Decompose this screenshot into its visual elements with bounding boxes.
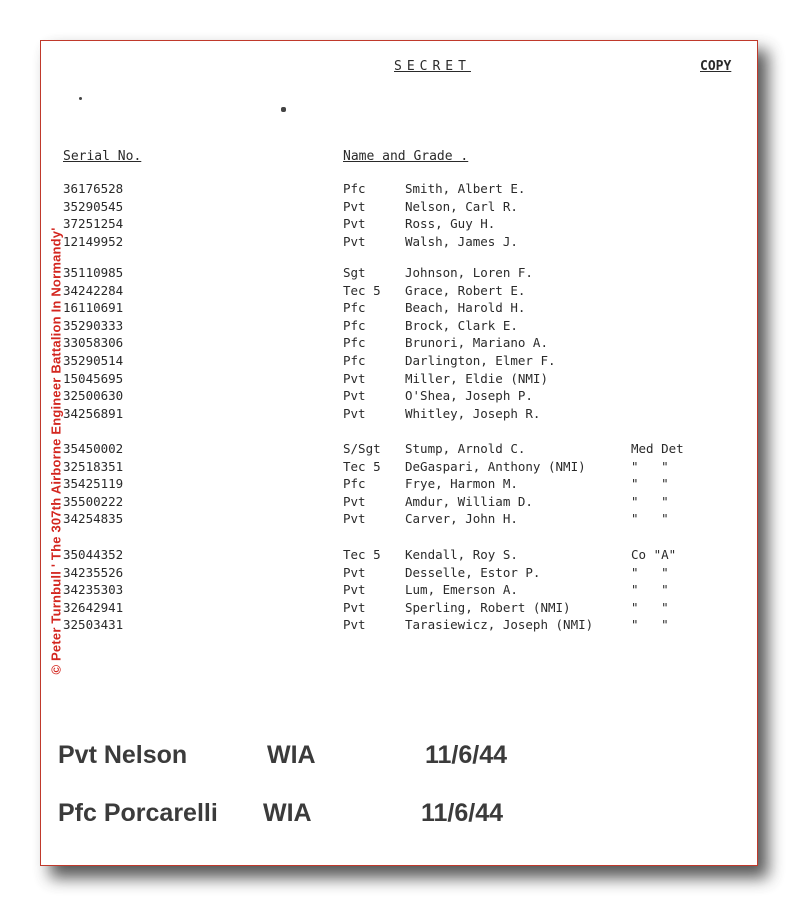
copy-mark: COPY — [700, 59, 732, 74]
grade: S/Sgt — [343, 441, 381, 456]
note-status: WIA — [263, 799, 312, 827]
grade: Pvt — [343, 511, 366, 527]
soldier-name: DeGaspari, Anthony (NMI) — [405, 458, 586, 474]
serial-number: 35290545 — [63, 198, 124, 214]
soldier-name: Whitley, Joseph R. — [405, 405, 541, 421]
serial-number: 34235303 — [63, 582, 124, 598]
soldier-name: Desselle, Estor P. — [405, 564, 541, 580]
note-date: 11/6/44 — [421, 799, 504, 827]
soldier-name: Sperling, Robert (NMI) — [405, 599, 571, 615]
serial-number: 33058306 — [63, 335, 124, 351]
grade: Pvt — [343, 370, 366, 386]
copyright-text: © Peter Turnbull ' The 307th Airborne Engineer Battalion In Normandy' — [48, 227, 64, 675]
grade: Pvt — [343, 493, 366, 509]
soldier-name: Beach, Harold H. — [405, 300, 526, 316]
grade: Pfc — [343, 317, 366, 333]
soldier-name: Smith, Albert E. — [405, 181, 526, 196]
serial-number: 36176528 — [63, 181, 124, 196]
grade: Pvt — [343, 233, 366, 249]
grade: Pvt — [343, 582, 366, 598]
grade: Pvt — [343, 198, 366, 214]
serial-number: 35110985 — [63, 265, 124, 280]
unit: " " — [631, 564, 669, 580]
grade: Pfc — [343, 300, 366, 316]
soldier-name: Carver, John H. — [405, 511, 518, 527]
copyright-sidebar — [43, 135, 69, 767]
grade: Pvt — [343, 388, 366, 404]
soldier-name: Nelson, Carl R. — [405, 198, 518, 214]
name-grade-header: Name and Grade . — [343, 149, 469, 164]
grade: Pfc — [343, 353, 366, 368]
serial-number: 32642941 — [63, 599, 124, 615]
note-status: WIA — [267, 741, 316, 769]
soldier-name: Walsh, James J. — [405, 233, 518, 249]
serial-number: 34256891 — [63, 405, 124, 421]
grade: Tec 5 — [343, 458, 381, 474]
serial-number: 34254835 — [63, 511, 124, 527]
unit: Med Det — [631, 441, 684, 456]
soldier-name: O'Shea, Joseph P. — [405, 388, 533, 404]
soldier-name: Stump, Arnold C. — [405, 441, 526, 456]
grade: Pvt — [343, 617, 366, 633]
soldier-name: Lum, Emerson A. — [405, 582, 518, 598]
soldier-name: Darlington, Elmer F. — [405, 353, 556, 368]
soldier-name: Johnson, Loren F. — [405, 265, 533, 280]
ink-speck — [281, 107, 286, 112]
soldier-name: Frye, Harmon M. — [405, 476, 518, 492]
unit: " " — [631, 493, 669, 509]
ink-speck — [79, 97, 82, 100]
soldier-name: Brock, Clark E. — [405, 317, 518, 333]
unit: " " — [631, 582, 669, 598]
serial-number: 37251254 — [63, 216, 124, 232]
serial-number: 35290514 — [63, 353, 124, 368]
serial-number: 35425119 — [63, 476, 124, 492]
soldier-name: Ross, Guy H. — [405, 216, 496, 232]
serial-number: 35450002 — [63, 441, 124, 456]
serial-number: 16110691 — [63, 300, 124, 316]
serial-number: 32518351 — [63, 458, 124, 474]
serial-header: Serial No. — [63, 149, 142, 164]
unit: " " — [631, 617, 669, 633]
soldier-name: Brunori, Mariano A. — [405, 335, 548, 351]
unit: " " — [631, 511, 669, 527]
serial-number: 35044352 — [63, 547, 124, 562]
grade: Pfc — [343, 476, 366, 492]
serial-number: 34235526 — [63, 564, 124, 580]
soldier-name: Miller, Eldie (NMI) — [405, 370, 548, 386]
soldier-name: Kendall, Roy S. — [405, 547, 518, 562]
grade: Pfc — [343, 181, 366, 196]
grade: Pvt — [343, 599, 366, 615]
soldier-name: Tarasiewicz, Joseph (NMI) — [405, 617, 594, 633]
secret-stamp: SECRET — [394, 59, 471, 74]
serial-number: 12149952 — [63, 233, 124, 249]
soldier-name: Amdur, William D. — [405, 493, 533, 509]
grade: Pvt — [343, 216, 366, 232]
serial-number: 32503431 — [63, 617, 124, 633]
grade: Pvt — [343, 405, 366, 421]
serial-number: 15045695 — [63, 370, 124, 386]
grade: Pvt — [343, 564, 366, 580]
serial-number: 34242284 — [63, 282, 124, 298]
grade: Sgt — [343, 265, 366, 280]
unit: " " — [631, 458, 669, 474]
document-page — [40, 40, 758, 866]
serial-number: 32500630 — [63, 388, 124, 404]
grade: Tec 5 — [343, 282, 381, 298]
note-date: 11/6/44 — [425, 741, 508, 769]
note-name: Pfc Porcarelli — [58, 799, 218, 827]
soldier-name: Grace, Robert E. — [405, 282, 526, 298]
serial-number: 35500222 — [63, 493, 124, 509]
grade: Pfc — [343, 335, 366, 351]
grade: Tec 5 — [343, 547, 381, 562]
serial-number: 35290333 — [63, 317, 124, 333]
note-name: Pvt Nelson — [58, 741, 188, 769]
unit: " " — [631, 599, 669, 615]
unit: " " — [631, 476, 669, 492]
unit: Co "A" — [631, 547, 677, 562]
